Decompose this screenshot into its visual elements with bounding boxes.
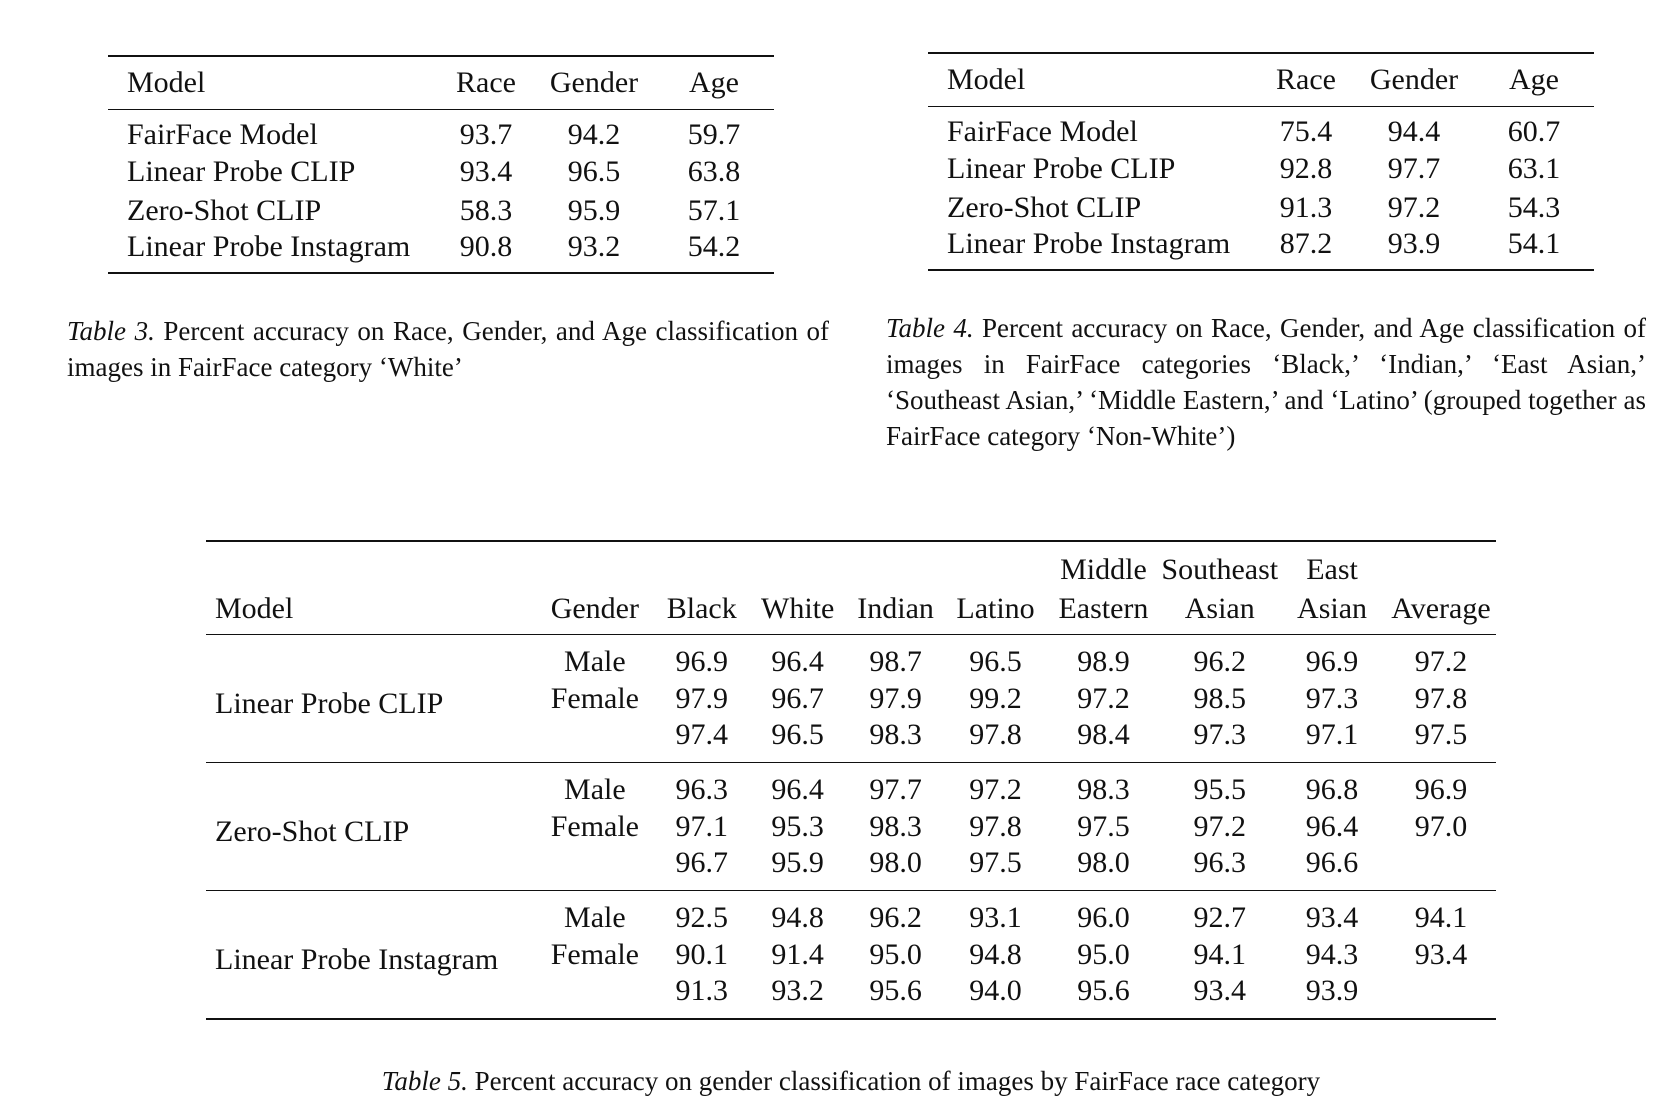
column-header-southeast-asian [1161, 541, 1278, 635]
value-middle-eastern: 97.5 [1077, 809, 1130, 843]
header-line-1: Southeast [1161, 553, 1279, 586]
value-average: 94.1 [1414, 901, 1468, 934]
value-east-asian: 96.9 [1305, 645, 1359, 678]
value-black: 97.1 [675, 809, 728, 843]
column-header-model: Model [215, 592, 294, 625]
age-value: 54.2 [687, 230, 741, 263]
column-header-latino: Latino [956, 592, 1035, 625]
value-indian: 98.3 [869, 718, 922, 751]
value-latino: 97.5 [969, 846, 1022, 879]
race-value: 91.3 [1279, 190, 1333, 224]
value-east-asian: 96.8 [1305, 773, 1359, 806]
value-east-asian: 96.6 [1305, 846, 1359, 879]
caption-text: Percent accuracy on Race, Gender, and Age classification of images in FairFace category ‘White’ [67, 316, 830, 382]
table-5 [206, 540, 1496, 1020]
table-4 [928, 52, 1594, 271]
value-latino: 94.0 [969, 974, 1022, 1007]
table-5-caption [206, 1063, 1496, 1099]
model-name: FairFace Model [127, 118, 318, 151]
value-black: 96.7 [675, 846, 728, 879]
table-header-row [108, 56, 774, 110]
table-header-row [928, 53, 1594, 107]
table-row [928, 188, 1594, 227]
value-average: 97.2 [1414, 645, 1468, 678]
gender-label: Female [550, 809, 639, 843]
column-header-gender: Gender [550, 592, 639, 625]
header-line-2: Eastern [1058, 592, 1149, 625]
value-white: 96.7 [771, 681, 824, 715]
caption-text: Percent accuracy on gender classification of images by FairFace race category [467, 1066, 1321, 1096]
age-value: 54.3 [1507, 190, 1561, 224]
value-middle-eastern: 98.3 [1077, 773, 1130, 806]
column-header-black: Black [666, 592, 737, 625]
value-middle-eastern: 98.9 [1077, 645, 1130, 678]
gender-value: 95.9 [567, 193, 621, 227]
value-average: 93.4 [1414, 937, 1468, 971]
caption-text: Percent accuracy on Race, Gender, and Age classification of images in FairFace categories ‘Black,’ ‘Indian,’ ‘East Asian,’ ‘Southeast Asian,’ ‘Middle Eastern,’ and ‘Latino’ (grouped together as FairFace category ‘Non-White’) [886, 313, 1646, 451]
value-southeast-asian: 97.2 [1193, 809, 1246, 843]
value-white: 96.4 [771, 773, 824, 806]
model-name: Linear Probe CLIP [215, 686, 444, 720]
value-east-asian: 93.9 [1305, 974, 1359, 1007]
table-4-caption [886, 310, 1646, 454]
value-east-asian: 97.3 [1305, 681, 1359, 715]
value-indian: 98.0 [869, 846, 922, 879]
value-average: 97.0 [1414, 809, 1468, 843]
race-value: 93.7 [459, 118, 513, 151]
age-value: 57.1 [687, 193, 741, 227]
value-middle-eastern: 96.0 [1077, 901, 1130, 934]
table-row [108, 110, 774, 153]
gender-value: 97.7 [1387, 151, 1441, 185]
value-southeast-asian: 95.5 [1193, 773, 1246, 806]
gender-label: Female [550, 937, 639, 971]
race-value: 93.4 [459, 154, 513, 188]
table-header-row [206, 541, 1496, 635]
column-header-east-asian [1278, 541, 1386, 635]
caption-label: Table 5. [381, 1066, 468, 1096]
value-middle-eastern: 98.4 [1077, 718, 1130, 751]
gender-value: 97.2 [1387, 190, 1441, 224]
column-header-gender: Gender [1369, 63, 1459, 96]
value-latino: 97.8 [969, 718, 1022, 751]
value-latino: 97.2 [969, 773, 1022, 806]
column-header-middle-eastern [1046, 541, 1162, 635]
column-header-indian: Indian [857, 592, 934, 625]
model-name: Zero-Shot CLIP [215, 814, 410, 848]
gender-label: Male [564, 901, 626, 934]
value-white: 91.4 [771, 937, 824, 971]
value-white: 95.9 [771, 846, 824, 879]
model-name: Linear Probe CLIP [127, 154, 356, 188]
value-southeast-asian: 97.3 [1193, 718, 1246, 751]
value-indian: 95.0 [869, 937, 922, 971]
table-row [206, 635, 1496, 680]
value-southeast-asian: 98.5 [1193, 681, 1246, 715]
model-name: FairFace Model [947, 115, 1138, 148]
value-white: 95.3 [771, 809, 824, 843]
value-middle-eastern: 98.0 [1077, 846, 1130, 879]
value-black: 97.9 [675, 681, 728, 715]
column-header-model: Model [127, 66, 206, 99]
model-name: Linear Probe Instagram [947, 227, 1231, 260]
column-header-gender: Gender [549, 66, 639, 99]
column-header-race: Race [1276, 63, 1336, 96]
value-southeast-asian: 93.4 [1193, 974, 1246, 1007]
header-line-2: Asian [1184, 592, 1255, 625]
value-latino: 99.2 [969, 681, 1022, 715]
age-value: 63.8 [687, 154, 741, 188]
column-header-race: Race [456, 66, 516, 99]
column-header-white: White [761, 592, 835, 625]
value-indian: 98.3 [869, 809, 922, 843]
value-east-asian: 94.3 [1305, 937, 1359, 971]
gender-label: Male [564, 645, 626, 678]
race-value: 92.8 [1279, 151, 1333, 185]
gender-value: 93.9 [1387, 227, 1441, 260]
table-row [108, 230, 774, 273]
value-black: 92.5 [675, 901, 728, 934]
value-indian: 97.7 [869, 773, 922, 806]
value-black: 96.3 [675, 773, 728, 806]
value-black: 90.1 [675, 937, 728, 971]
value-latino: 97.8 [969, 809, 1022, 843]
value-average [1386, 846, 1496, 891]
value-middle-eastern: 97.2 [1077, 681, 1130, 715]
gender-value: 94.2 [567, 118, 621, 151]
age-value: 63.1 [1507, 151, 1561, 185]
caption-label: Table 4. [886, 313, 974, 343]
value-southeast-asian: 96.3 [1193, 846, 1246, 879]
value-white: 96.4 [771, 645, 824, 678]
value-southeast-asian: 96.2 [1193, 645, 1246, 678]
model-name: Zero-Shot CLIP [127, 193, 322, 227]
age-value: 54.1 [1507, 227, 1561, 260]
table-row [928, 107, 1594, 150]
race-value: 87.2 [1279, 227, 1333, 260]
age-value: 59.7 [687, 118, 741, 151]
value-indian: 95.6 [869, 974, 922, 1007]
table-row [206, 891, 1496, 936]
value-middle-eastern: 95.6 [1077, 974, 1130, 1007]
race-value: 90.8 [459, 230, 513, 263]
value-southeast-asian: 92.7 [1193, 901, 1246, 934]
value-latino: 93.1 [969, 901, 1022, 934]
gender-value: 96.5 [567, 154, 621, 188]
table-row [108, 152, 774, 191]
gender-label: Male [564, 773, 626, 806]
value-indian: 98.7 [869, 645, 922, 678]
header-line-1: Middle [1060, 553, 1147, 586]
gender-label [536, 718, 654, 763]
table-row [928, 149, 1594, 188]
column-header-age: Age [689, 66, 739, 99]
value-average: 96.9 [1414, 773, 1468, 806]
value-black: 91.3 [675, 974, 728, 1007]
value-middle-eastern: 95.0 [1077, 937, 1130, 971]
value-indian: 96.2 [869, 901, 922, 934]
value-average [1386, 974, 1496, 1019]
table-3-caption [67, 313, 829, 385]
header-line-1: East [1306, 553, 1358, 586]
model-name: Linear Probe Instagram [127, 230, 411, 263]
value-black: 97.4 [675, 718, 728, 751]
race-value: 75.4 [1279, 115, 1333, 148]
value-white: 94.8 [771, 901, 824, 934]
value-average: 97.5 [1414, 718, 1468, 751]
model-name: Linear Probe CLIP [947, 151, 1176, 185]
header-line-2: Asian [1297, 592, 1368, 625]
value-average: 97.8 [1414, 681, 1468, 715]
column-header-model: Model [947, 63, 1026, 96]
gender-label: Female [550, 681, 639, 715]
race-value: 58.3 [459, 193, 513, 227]
age-value: 60.7 [1507, 115, 1561, 148]
value-southeast-asian: 94.1 [1193, 937, 1246, 971]
value-indian: 97.9 [869, 681, 922, 715]
value-white: 96.5 [771, 718, 824, 751]
column-header-average: Average [1391, 592, 1491, 625]
table-row [108, 191, 774, 230]
value-black: 96.9 [675, 645, 728, 678]
value-east-asian: 97.1 [1305, 718, 1359, 751]
gender-label [536, 974, 654, 1019]
gender-value: 94.4 [1387, 115, 1441, 148]
column-header-age: Age [1509, 63, 1559, 96]
gender-value: 93.2 [567, 230, 621, 263]
model-name: Linear Probe Instagram [215, 942, 499, 976]
value-east-asian: 96.4 [1305, 809, 1359, 843]
table-3 [108, 55, 774, 274]
caption-label: Table 3. [67, 316, 155, 346]
table-row [928, 227, 1594, 270]
value-latino: 94.8 [969, 937, 1022, 971]
value-east-asian: 93.4 [1305, 901, 1359, 934]
model-name: Zero-Shot CLIP [947, 190, 1142, 224]
table-row [206, 763, 1496, 808]
value-white: 93.2 [771, 974, 824, 1007]
gender-label [536, 846, 654, 891]
value-latino: 96.5 [969, 645, 1022, 678]
